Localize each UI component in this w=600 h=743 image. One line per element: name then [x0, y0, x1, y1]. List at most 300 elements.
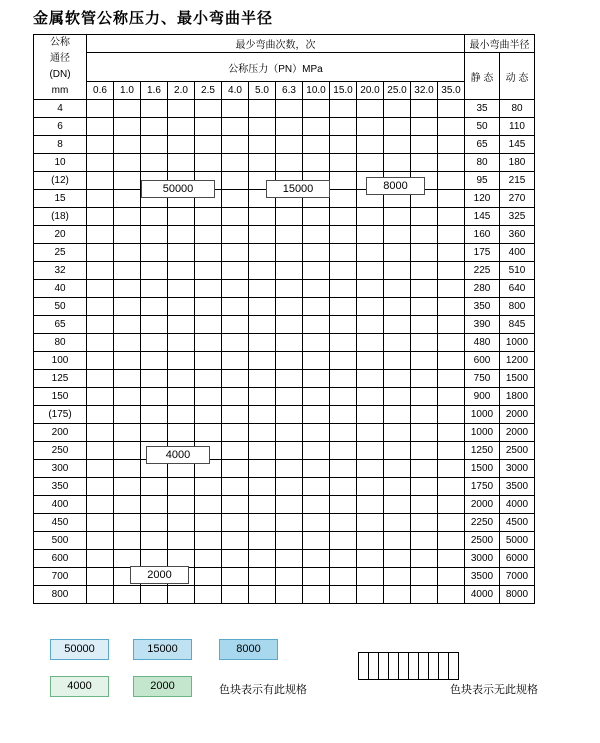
spec-cell: [438, 388, 465, 406]
spec-cell: [276, 154, 303, 172]
spec-cell: [87, 100, 114, 118]
pressure-column-header: 1.6: [141, 82, 168, 100]
spec-cell: [222, 388, 249, 406]
table-row: [34, 478, 535, 496]
dn-cell: 10: [34, 154, 87, 172]
spec-cell: [249, 316, 276, 334]
spec-cell: [303, 298, 330, 316]
dynamic-radius-cell: 1000: [500, 334, 535, 352]
spec-cell: [357, 370, 384, 388]
spec-cell: [195, 154, 222, 172]
spec-cell: [303, 514, 330, 532]
spec-cell: [330, 442, 357, 460]
spec-cell: [303, 334, 330, 352]
spec-cell: [438, 532, 465, 550]
spec-cell: [438, 298, 465, 316]
spec-cell: [438, 316, 465, 334]
spec-cell: [330, 262, 357, 280]
spec-cell: [114, 406, 141, 424]
static-radius-cell: 95: [465, 172, 500, 190]
spec-cell: [276, 586, 303, 604]
spec-cell: [384, 478, 411, 496]
dynamic-radius-cell: 2500: [500, 442, 535, 460]
dynamic-radius-cell: 4000: [500, 496, 535, 514]
spec-cell: [357, 334, 384, 352]
dn-cell: 8: [34, 136, 87, 154]
spec-cell: [276, 370, 303, 388]
dn-cell: 65: [34, 316, 87, 334]
spec-cell: [438, 478, 465, 496]
spec-cell: [195, 298, 222, 316]
spec-cell: [87, 136, 114, 154]
spec-cell: [168, 388, 195, 406]
spec-cell: [222, 262, 249, 280]
legend-empty-cell: [399, 653, 409, 680]
spec-cell: [384, 118, 411, 136]
table-row: [34, 244, 535, 262]
spec-cell: [141, 550, 168, 568]
spec-cell: [141, 136, 168, 154]
spec-cell: [249, 100, 276, 118]
table-row: [34, 298, 535, 316]
spec-cell: [357, 100, 384, 118]
spec-cell: [303, 226, 330, 244]
spec-cell: [303, 100, 330, 118]
table-body: [34, 100, 535, 604]
spec-cell: [357, 280, 384, 298]
table-row: [34, 586, 535, 604]
spec-cell: [330, 298, 357, 316]
spec-cell: [222, 424, 249, 442]
dynamic-radius-cell: 1800: [500, 388, 535, 406]
bend-times-header: 最少弯曲次数，次: [87, 35, 465, 53]
spec-cell: [438, 334, 465, 352]
spec-cell: [330, 334, 357, 352]
spec-cell: [114, 424, 141, 442]
overlay-value-50000: 50000: [141, 180, 215, 198]
table-row: [34, 352, 535, 370]
spec-cell: [195, 208, 222, 226]
pressure-column-header: 35.0: [438, 82, 465, 100]
page-title: 金属软管公称压力、最小弯曲半径: [33, 11, 274, 27]
static-radius-cell: 480: [465, 334, 500, 352]
overlay-value-15000: 15000: [266, 180, 330, 198]
spec-cell: [249, 262, 276, 280]
spec-cell: [438, 496, 465, 514]
spec-cell: [141, 118, 168, 136]
dn-header-line-1: 公称: [50, 37, 70, 48]
static-radius-cell: 350: [465, 298, 500, 316]
spec-cell: [330, 388, 357, 406]
spec-cell: [222, 100, 249, 118]
spec-cell: [222, 208, 249, 226]
spec-cell: [357, 586, 384, 604]
spec-cell: [222, 496, 249, 514]
spec-cell: [357, 406, 384, 424]
spec-cell: [195, 118, 222, 136]
spec-cell: [141, 532, 168, 550]
spec-cell: [87, 154, 114, 172]
spec-cell: [87, 388, 114, 406]
spec-cell: [411, 280, 438, 298]
static-radius-cell: 1000: [465, 424, 500, 442]
spec-cell: [384, 388, 411, 406]
spec-cell: [330, 118, 357, 136]
spec-cell: [114, 118, 141, 136]
spec-cell: [357, 514, 384, 532]
dn-header-line-2: 通径: [50, 53, 70, 64]
pressure-column-header: 5.0: [249, 82, 276, 100]
static-radius-cell: 225: [465, 262, 500, 280]
spec-cell: [249, 388, 276, 406]
spec-cell: [222, 136, 249, 154]
spec-cell: [168, 244, 195, 262]
spec-cell: [141, 154, 168, 172]
dynamic-radius-cell: 640: [500, 280, 535, 298]
spec-cell: [114, 442, 141, 460]
spec-cell: [195, 136, 222, 154]
spec-cell: [222, 118, 249, 136]
table-row: [34, 226, 535, 244]
dynamic-radius-cell: 270: [500, 190, 535, 208]
spec-cell: [141, 424, 168, 442]
spec-cell: [303, 208, 330, 226]
spec-cell: [357, 316, 384, 334]
header-row-1: [34, 35, 535, 53]
static-radius-cell: 1000: [465, 406, 500, 424]
dynamic-header: 动 态: [500, 53, 535, 100]
spec-cell: [357, 262, 384, 280]
spec-cell: [411, 568, 438, 586]
static-radius-cell: 600: [465, 352, 500, 370]
spec-cell: [276, 352, 303, 370]
spec-cell: [276, 514, 303, 532]
spec-cell: [357, 226, 384, 244]
static-radius-cell: 750: [465, 370, 500, 388]
table-header: [34, 35, 535, 100]
spec-cell: [141, 406, 168, 424]
spec-cell: [222, 298, 249, 316]
legend-swatch-15000: 15000: [133, 639, 192, 660]
spec-cell: [222, 514, 249, 532]
legend-note-has-spec: 色块表示有此规格: [219, 684, 307, 696]
spec-cell: [249, 568, 276, 586]
spec-cell: [384, 532, 411, 550]
spec-cell: [222, 334, 249, 352]
static-radius-cell: 2250: [465, 514, 500, 532]
spec-cell: [438, 352, 465, 370]
dynamic-radius-cell: 360: [500, 226, 535, 244]
spec-cell: [330, 532, 357, 550]
spec-cell: [249, 118, 276, 136]
overlay-value-8000: 8000: [366, 177, 425, 195]
spec-cell: [330, 226, 357, 244]
spec-cell: [411, 262, 438, 280]
table-row: [34, 370, 535, 388]
spec-cell: [249, 154, 276, 172]
spec-cell: [411, 388, 438, 406]
spec-cell: [114, 136, 141, 154]
spec-cell: [222, 460, 249, 478]
table-row: [34, 262, 535, 280]
pressure-column-header: 25.0: [384, 82, 411, 100]
spec-cell: [222, 478, 249, 496]
spec-cell: [141, 244, 168, 262]
spec-cell: [303, 262, 330, 280]
spec-cell: [222, 586, 249, 604]
spec-cell: [168, 334, 195, 352]
spec-cell: [303, 370, 330, 388]
spec-cell: [141, 280, 168, 298]
spec-cell: [87, 118, 114, 136]
pressure-column-header: 32.0: [411, 82, 438, 100]
spec-cell: [249, 208, 276, 226]
spec-cell: [303, 136, 330, 154]
spec-cell: [384, 586, 411, 604]
spec-cell: [87, 442, 114, 460]
static-radius-cell: 1250: [465, 442, 500, 460]
spec-cell: [438, 226, 465, 244]
legend-swatch-8000: 8000: [219, 639, 278, 660]
spec-cell: [330, 208, 357, 226]
spec-cell: [330, 154, 357, 172]
spec-cell: [195, 550, 222, 568]
spec-cell: [384, 280, 411, 298]
spec-cell: [87, 316, 114, 334]
dynamic-radius-cell: 510: [500, 262, 535, 280]
table-row: [34, 568, 535, 586]
table-row: [34, 406, 535, 424]
legend-empty-grid: [358, 652, 459, 680]
dynamic-radius-cell: 4500: [500, 514, 535, 532]
spec-cell: [438, 190, 465, 208]
spec-cell: [411, 154, 438, 172]
spec-cell: [357, 388, 384, 406]
spec-cell: [357, 532, 384, 550]
spec-cell: [141, 586, 168, 604]
spec-cell: [168, 280, 195, 298]
static-header: 静 态: [465, 53, 500, 100]
spec-cell: [87, 514, 114, 532]
spec-cell: [411, 460, 438, 478]
dynamic-radius-cell: 5000: [500, 532, 535, 550]
spec-cell: [222, 568, 249, 586]
spec-cell: [357, 424, 384, 442]
legend-swatch-2000: 2000: [133, 676, 192, 697]
spec-cell: [168, 298, 195, 316]
dn-cell: 6: [34, 118, 87, 136]
spec-cell: [168, 496, 195, 514]
spec-cell: [438, 154, 465, 172]
table-row: [34, 496, 535, 514]
spec-cell: [114, 316, 141, 334]
legend-swatch-4000: 4000: [50, 676, 109, 697]
header-row-2: [34, 53, 535, 82]
dn-cell: 350: [34, 478, 87, 496]
spec-cell: [168, 154, 195, 172]
spec-cell: [249, 244, 276, 262]
spec-cell: [411, 244, 438, 262]
spec-cell: [87, 406, 114, 424]
pressure-column-header: 2.5: [195, 82, 222, 100]
static-radius-cell: 4000: [465, 586, 500, 604]
spec-cell: [276, 532, 303, 550]
dn-cell: 300: [34, 460, 87, 478]
spec-cell: [357, 568, 384, 586]
pressure-column-header: 1.0: [114, 82, 141, 100]
spec-cell: [141, 478, 168, 496]
pressure-header: 公称压力（PN）MPa: [87, 53, 465, 82]
spec-cell: [330, 568, 357, 586]
spec-cell: [87, 244, 114, 262]
spec-cell: [276, 298, 303, 316]
bend-radius-header: 最小弯曲半径: [465, 35, 535, 53]
spec-cell: [330, 280, 357, 298]
spec-cell: [411, 118, 438, 136]
spec-cell: [87, 208, 114, 226]
dn-cell: 15: [34, 190, 87, 208]
spec-cell: [114, 334, 141, 352]
spec-cell: [114, 172, 141, 190]
spec-cell: [330, 172, 357, 190]
spec-cell: [384, 316, 411, 334]
spec-cell: [168, 478, 195, 496]
spec-cell: [195, 352, 222, 370]
spec-cell: [114, 244, 141, 262]
spec-cell: [438, 424, 465, 442]
spec-cell: [222, 370, 249, 388]
spec-cell: [249, 226, 276, 244]
spec-cell: [87, 496, 114, 514]
table-row: [34, 514, 535, 532]
spec-cell: [249, 532, 276, 550]
table-row: [34, 334, 535, 352]
spec-cell: [384, 550, 411, 568]
spec-cell: [384, 496, 411, 514]
table-row: [34, 550, 535, 568]
spec-cell: [438, 514, 465, 532]
spec-cell: [168, 316, 195, 334]
spec-cell: [357, 136, 384, 154]
spec-cell: [87, 262, 114, 280]
dn-cell: 800: [34, 586, 87, 604]
pressure-column-header: 6.3: [276, 82, 303, 100]
spec-cell: [438, 136, 465, 154]
static-radius-cell: 120: [465, 190, 500, 208]
legend-empty-cell: [359, 653, 369, 680]
spec-cell: [411, 496, 438, 514]
legend-swatch-50000: 50000: [50, 639, 109, 660]
spec-cell: [384, 334, 411, 352]
spec-cell: [411, 424, 438, 442]
static-radius-cell: 2500: [465, 532, 500, 550]
dn-cell: 200: [34, 424, 87, 442]
static-radius-cell: 3500: [465, 568, 500, 586]
spec-cell: [303, 316, 330, 334]
spec-cell: [330, 316, 357, 334]
static-radius-cell: 35: [465, 100, 500, 118]
spec-cell: [411, 334, 438, 352]
dn-cell: 20: [34, 226, 87, 244]
spec-cell: [114, 478, 141, 496]
spec-cell: [141, 298, 168, 316]
dynamic-radius-cell: 180: [500, 154, 535, 172]
spec-cell: [276, 136, 303, 154]
spec-cell: [384, 100, 411, 118]
spec-cell: [303, 388, 330, 406]
overlay-value-2000: 2000: [130, 566, 189, 584]
spec-cell: [168, 118, 195, 136]
spec-cell: [114, 100, 141, 118]
spec-cell: [384, 262, 411, 280]
dynamic-radius-cell: 845: [500, 316, 535, 334]
spec-cell: [249, 352, 276, 370]
spec-cell: [357, 208, 384, 226]
spec-cell: [87, 478, 114, 496]
dn-cell: 125: [34, 370, 87, 388]
spec-cell: [87, 226, 114, 244]
spec-cell: [87, 532, 114, 550]
dynamic-radius-cell: 145: [500, 136, 535, 154]
dynamic-radius-cell: 325: [500, 208, 535, 226]
spec-cell: [303, 352, 330, 370]
spec-cell: [141, 496, 168, 514]
spec-cell: [87, 280, 114, 298]
spec-cell: [195, 244, 222, 262]
spec-cell: [249, 406, 276, 424]
spec-cell: [87, 190, 114, 208]
spec-cell: [114, 370, 141, 388]
spec-cell: [384, 568, 411, 586]
dynamic-radius-cell: 8000: [500, 586, 535, 604]
dn-cell: 4: [34, 100, 87, 118]
dynamic-radius-cell: 3500: [500, 478, 535, 496]
table-row: [34, 388, 535, 406]
dn-cell: (18): [34, 208, 87, 226]
spec-cell: [384, 424, 411, 442]
spec-cell: [276, 406, 303, 424]
spec-cell: [168, 100, 195, 118]
static-radius-cell: 65: [465, 136, 500, 154]
spec-cell: [276, 496, 303, 514]
spec-cell: [384, 244, 411, 262]
dn-cell: 250: [34, 442, 87, 460]
spec-cell: [249, 442, 276, 460]
spec-cell: [411, 370, 438, 388]
spec-cell: [168, 370, 195, 388]
spec-cell: [168, 262, 195, 280]
spec-cell: [141, 352, 168, 370]
spec-cell: [222, 352, 249, 370]
spec-cell: [357, 298, 384, 316]
spec-cell: [276, 262, 303, 280]
spec-cell: [330, 514, 357, 532]
spec-cell: [303, 568, 330, 586]
spec-cell: [411, 478, 438, 496]
spec-cell: [330, 244, 357, 262]
spec-cell: [330, 352, 357, 370]
table-row: [34, 316, 535, 334]
dn-cell: 100: [34, 352, 87, 370]
spec-cell: [87, 586, 114, 604]
spec-cell: [114, 532, 141, 550]
spec-cell: [384, 352, 411, 370]
spec-cell: [195, 586, 222, 604]
spec-cell: [195, 316, 222, 334]
dn-cell: 50: [34, 298, 87, 316]
dynamic-radius-cell: 215: [500, 172, 535, 190]
spec-cell: [330, 424, 357, 442]
